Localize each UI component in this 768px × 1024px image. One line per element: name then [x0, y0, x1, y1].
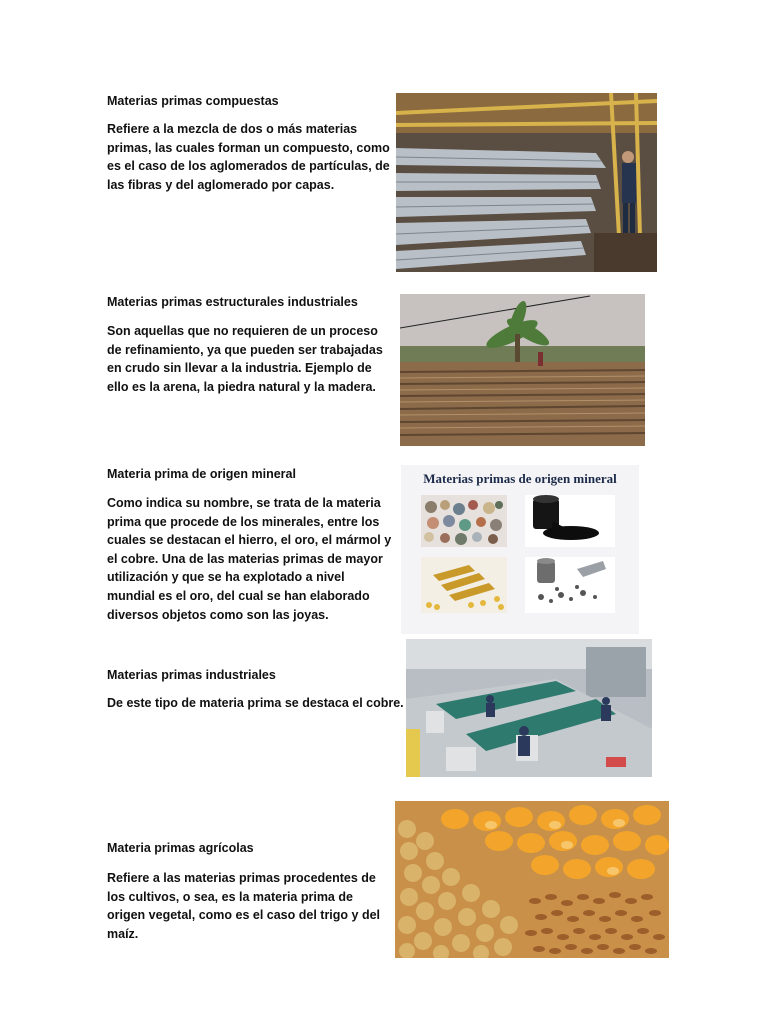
grains-corn-soy-wheat-photo — [395, 801, 669, 958]
mineral-collage-image — [401, 465, 639, 634]
heading-estructurales-industriales: Materias primas estructurales industriales — [107, 295, 358, 309]
paragraph-estructurales-industriales: Son aquellas que no requieren de un proceso de refinamiento, ya que pueden ser trabajadas en crudo sin llevar a la industria. Ejemplo de ello es la arena, la piedra natural y la madera. — [107, 324, 383, 394]
paragraph-materias-compuestas: Refiere a la mezcla de dos o más materias primas, las cuales forman un compuesto, como es el caso de los aglomerados de partículas, de las fibras y del aglomerado por capas. — [107, 122, 390, 192]
heading-origen-mineral: Materia prima de origen mineral — [107, 467, 296, 481]
heading-materias-compuestas: Materias primas compuestas — [107, 94, 279, 108]
steel-warehouse-photo — [396, 93, 657, 272]
heading-materia-agricolas: Materia primas agrícolas — [107, 841, 254, 855]
paragraph-origen-mineral: Como indica su nombre, se trata de la materia prima que procede de los minerales, entre los cuales se destacan el hierro, el oro, el mármol y el cobre. Una de las materias primas de mayor utilización y que se ha explotado a nivel mundial es el oro, del cual se han elaborado diversos objetos como son las joyas. — [107, 496, 392, 622]
paragraph-materia-agricolas: Refiere a las materias primas procedentes de los cultivos, o sea, es la materia prima de origen vegetal, como es el caso del trigo y del maíz. — [107, 871, 381, 941]
mineral-image-title: Materias primas de origen mineral — [423, 471, 617, 486]
heading-materias-industriales: Materias primas industriales — [107, 668, 276, 682]
paragraph-materias-industriales: De este tipo de materia prima se destaca el cobre. — [107, 696, 404, 710]
factory-assembly-line-photo — [406, 639, 652, 777]
timber-logs-photo — [400, 294, 645, 446]
